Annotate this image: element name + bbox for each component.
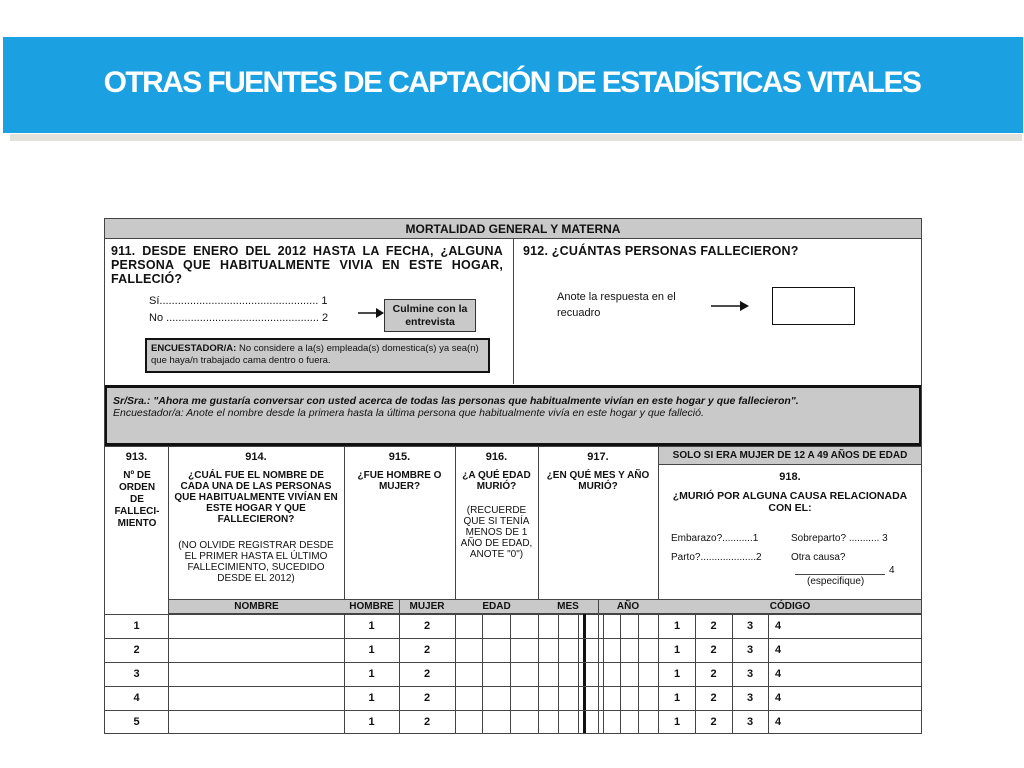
row-number: 2 bbox=[133, 644, 140, 656]
code-option[interactable]: 1 bbox=[368, 692, 375, 704]
code-option[interactable]: 2 bbox=[710, 716, 717, 728]
subheader-mes: MES bbox=[557, 601, 579, 612]
q914-num: 914. bbox=[245, 451, 267, 463]
code-option[interactable]: 2 bbox=[423, 692, 431, 704]
q917-num: 917. bbox=[587, 451, 609, 463]
q918-especifique: (especifique) bbox=[807, 576, 865, 587]
row-number: 1 bbox=[133, 620, 140, 632]
code-option[interactable]: 2 bbox=[423, 716, 431, 728]
row-number: 3 bbox=[133, 668, 140, 680]
note-text: No considere a la(s) empleada(s) domestica(s) ya sea(n) que haya/n trabajado cama dentro o fuera. bbox=[151, 343, 479, 366]
q915-text: ¿FUE HOMBRE O MUJER? bbox=[357, 470, 442, 492]
q913-num: 913. bbox=[125, 451, 148, 463]
q916-num: 916. bbox=[485, 451, 508, 463]
subheader-hombre: HOMBRE bbox=[349, 601, 394, 612]
code-option[interactable]: 2 bbox=[710, 644, 717, 656]
encuestador-note bbox=[145, 338, 490, 373]
especifique-line bbox=[795, 574, 885, 575]
q918-otra[interactable]: Otra causa? bbox=[791, 552, 846, 563]
q913-text: Nº DE ORDEN DE FALLECI- MIENTO bbox=[114, 470, 160, 529]
q918-embarazo[interactable]: Embarazo?...........1 bbox=[671, 533, 759, 544]
code-option[interactable]: 1 bbox=[673, 620, 681, 632]
code-option[interactable]: 4 bbox=[774, 644, 782, 656]
q918-otra-code: 4 bbox=[889, 565, 895, 576]
code-option[interactable]: 3 bbox=[746, 644, 754, 656]
row-number: 5 bbox=[133, 716, 140, 728]
q911-text: 911. DESDE ENERO DEL 2012 HASTA LA FECHA, ¿ALGUNA PERSONA QUE HABITUALMENTE VIVIA EN ESTE HOGAR, FALLECIÓ? bbox=[111, 244, 503, 286]
code-option[interactable]: 1 bbox=[673, 692, 681, 704]
intro-box bbox=[105, 385, 921, 446]
arrow-icon bbox=[711, 299, 749, 313]
q918-sobreparto[interactable]: Sobreparto? ........... 3 bbox=[791, 533, 888, 544]
nombre-input[interactable] bbox=[169, 663, 344, 686]
code-option[interactable]: 3 bbox=[746, 668, 754, 680]
banner-shadow bbox=[10, 134, 1022, 141]
q918-parto[interactable]: Parto?....................2 bbox=[671, 552, 762, 563]
nombre-input[interactable] bbox=[169, 615, 344, 638]
row-number: 4 bbox=[133, 692, 140, 704]
code-option[interactable]: 2 bbox=[423, 620, 431, 632]
note-label: ENCUESTADOR/A: bbox=[151, 343, 237, 354]
intro-line-1: Sr/Sra.: "Ahora me gustaría conversar con usted acerca de todas las personas que habitualmente vivían en este hogar y que fallecieron". bbox=[113, 395, 799, 407]
subheader-mujer: MUJER bbox=[409, 601, 445, 612]
code-option[interactable]: 2 bbox=[423, 668, 431, 680]
code-option[interactable]: 3 bbox=[746, 692, 754, 704]
slide-title: OTRAS FUENTES DE CAPTACIÓN DE ESTADÍSTICAS VITALES bbox=[103, 66, 921, 99]
subheader-nombre: NOMBRE bbox=[234, 601, 279, 612]
q916-text: ¿A QUÉ EDAD MURIÓ? bbox=[462, 470, 531, 492]
code-option[interactable]: 4 bbox=[774, 692, 782, 704]
subheader-anio: AÑO bbox=[616, 601, 640, 612]
subheader-edad: EDAD bbox=[482, 601, 511, 612]
q911-option-no[interactable]: No .................................................. 2 bbox=[149, 312, 329, 324]
code-option[interactable]: 4 bbox=[774, 716, 782, 728]
code-option[interactable]: 1 bbox=[673, 668, 681, 680]
code-option[interactable]: 4 bbox=[774, 620, 782, 632]
intro-line-2: Encuestador/a: Anote el nombre desde la primera hasta la última persona que habitualmente vivía en este hogar y que falleció. bbox=[113, 407, 704, 419]
code-option[interactable]: 1 bbox=[368, 668, 375, 680]
q918-num: 918. bbox=[779, 471, 801, 483]
code-option[interactable]: 1 bbox=[368, 620, 375, 632]
q917-text: ¿EN QUÉ MES Y AÑO MURIÓ? bbox=[546, 470, 650, 492]
q915-num: 915. bbox=[388, 451, 411, 463]
q912-instruction: Anote la respuesta en el recuadro bbox=[557, 291, 676, 319]
nombre-input[interactable] bbox=[169, 711, 344, 734]
q912-answer-box[interactable] bbox=[772, 287, 855, 325]
code-option[interactable]: 1 bbox=[673, 644, 681, 656]
q912-text: 912. ¿CUÁNTAS PERSONAS FALLECIERON? bbox=[523, 244, 799, 258]
q918-band: SOLO SI ERA MUJER DE 12 A 49 AÑOS DE EDAD bbox=[659, 447, 921, 465]
arrow-icon bbox=[358, 306, 384, 320]
code-option[interactable]: 3 bbox=[746, 620, 754, 632]
code-option[interactable]: 2 bbox=[423, 644, 431, 656]
q911-option-si[interactable]: Sí.................................................... 1 bbox=[149, 295, 328, 307]
code-option[interactable]: 1 bbox=[368, 644, 375, 656]
code-option[interactable]: 3 bbox=[746, 716, 754, 728]
code-option[interactable]: 2 bbox=[710, 668, 717, 680]
code-option[interactable]: 2 bbox=[710, 620, 717, 632]
questionnaire-form bbox=[104, 218, 922, 734]
culmine-box: Culmine con la entrevista bbox=[384, 299, 476, 332]
section-title: MORTALIDAD GENERAL Y MATERNA bbox=[105, 219, 921, 239]
nombre-input[interactable] bbox=[169, 687, 344, 710]
q918-text: ¿MURIÓ POR ALGUNA CAUSA RELACIONADA CON EL: bbox=[672, 490, 908, 514]
code-option[interactable]: 1 bbox=[673, 716, 681, 728]
nombre-input[interactable] bbox=[169, 639, 344, 662]
subheader-codigo: CÓDIGO bbox=[769, 601, 811, 612]
code-option[interactable]: 2 bbox=[710, 692, 717, 704]
q916-note: (RECUERDE QUE SI TENÍA MENOS DE 1 AÑO DE EDAD, ANOTE "0") bbox=[460, 505, 533, 560]
q914-note: (NO OLVIDE REGISTRAR DESDE EL PRIMER HASTA EL ÚLTIMO FALLECIMIENTO, SUCEDIDO DESDE EL 2012) bbox=[178, 540, 334, 584]
code-option[interactable]: 1 bbox=[368, 716, 375, 728]
code-option[interactable]: 4 bbox=[774, 668, 782, 680]
q914-text: ¿CUÁL FUE EL NOMBRE DE CADA UNA DE LAS PERSONAS QUE HABITUALMENTE VIVÍAN EN ESTE HOGAR Y QUE FALLECIERON? bbox=[174, 470, 338, 525]
